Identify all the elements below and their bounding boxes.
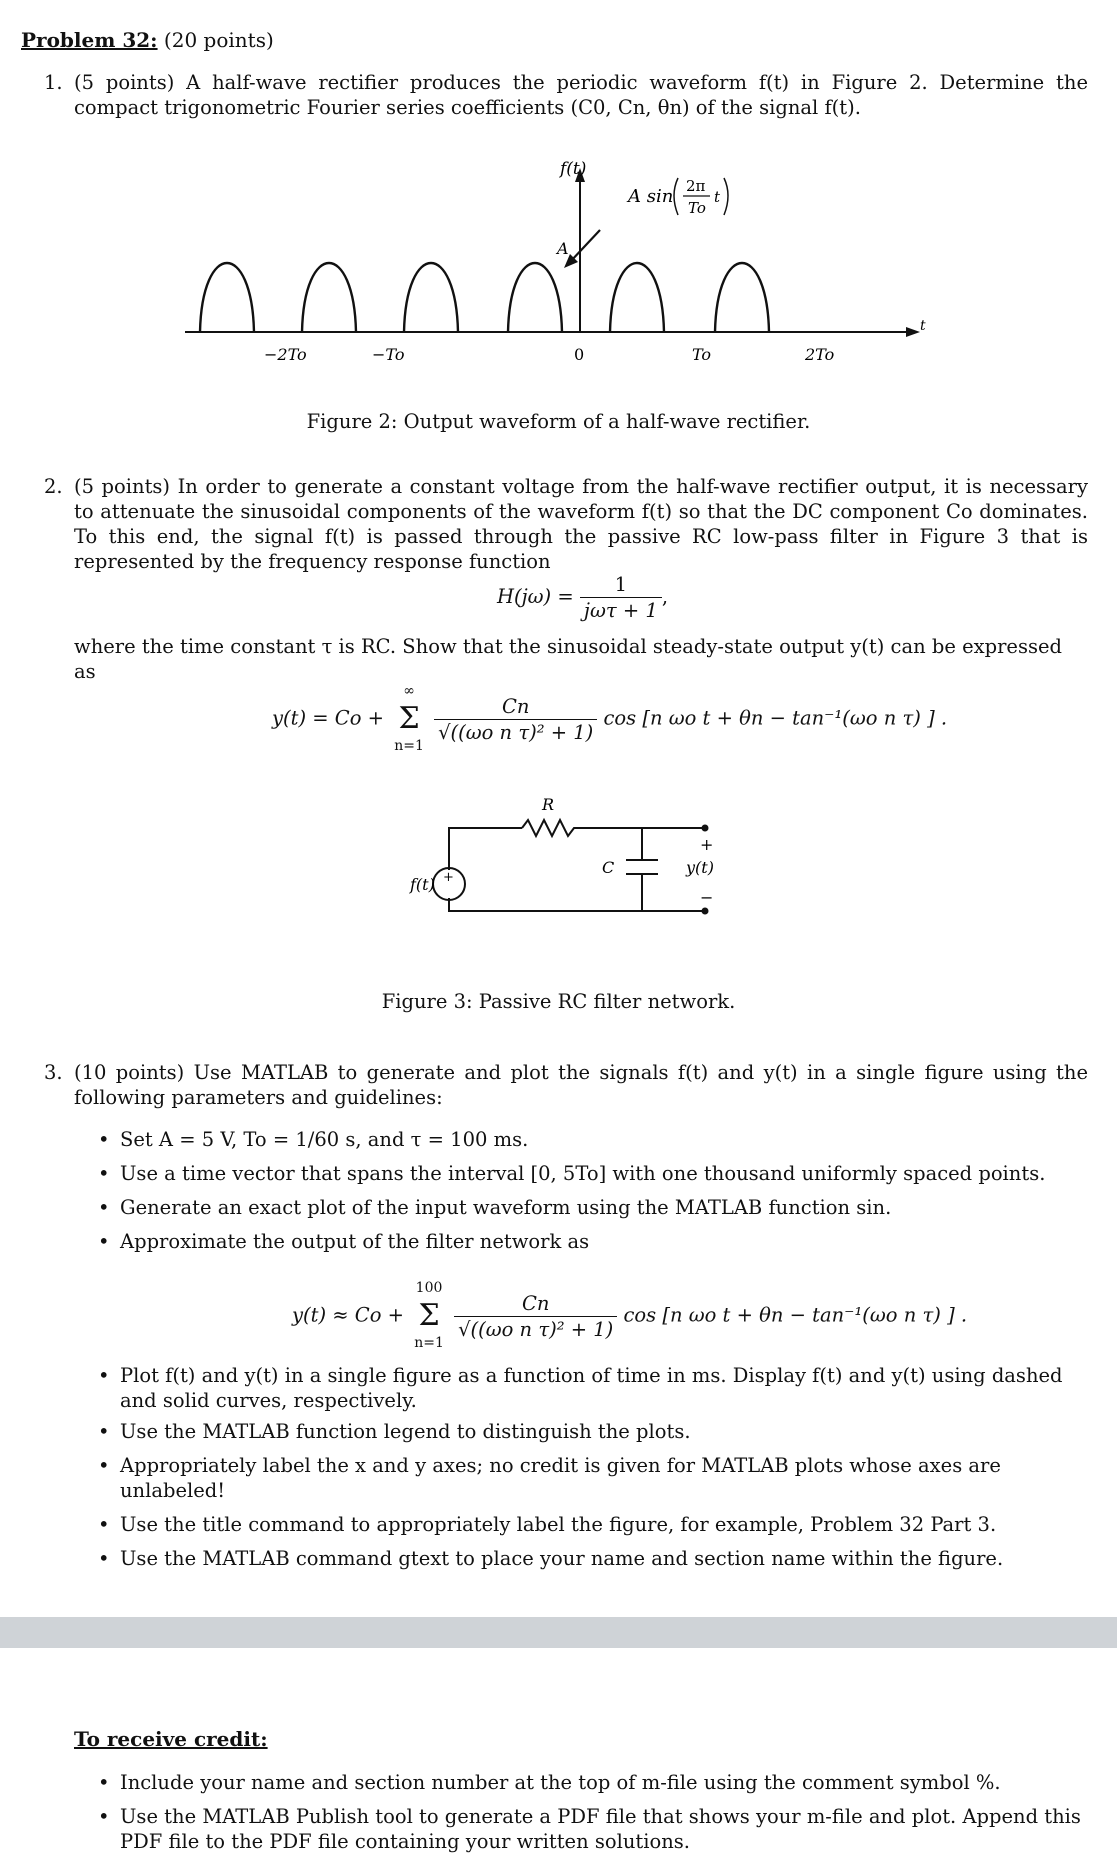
part-2-number: 2. [44, 475, 63, 498]
hjw-lhs: H(jω) = [497, 585, 574, 608]
figure-3-circuit [370, 790, 750, 960]
annotation-den: To [688, 199, 706, 217]
wire-bottom [449, 898, 705, 911]
hjw-numerator: 1 [580, 572, 662, 598]
amplitude-label: A [557, 239, 569, 258]
source-plus: + [443, 870, 454, 885]
part-1-text: (5 points) A half-wave rectifier produces the periodic waveform f(t) in Figure 2. Determine the compact trigonometric Fourier series coefficients (C0, Cn, θn) of the signal f(t). [74, 71, 1088, 119]
annotation-paren-left [674, 178, 678, 215]
problem-points: (20 points) [163, 28, 274, 52]
annotation-arrow-line [570, 230, 600, 262]
tick-zero: 0 [574, 345, 585, 364]
bullet-item: • Use the MATLAB function legend to distinguish the plots. [98, 1419, 1088, 1444]
tick-2To: 2To [805, 345, 835, 364]
resistor-label: R [542, 795, 555, 814]
figure-2-caption: Figure 2: Output waveform of a half-wave rectifier. [306, 410, 811, 433]
annotation-num: 2π [686, 177, 706, 195]
approx-tail: cos [n ωo t + θn − tan⁻¹(ωo n τ) ] . [623, 1303, 968, 1327]
tick-To: To [692, 345, 712, 364]
sigma-symbol: Σ [418, 1298, 440, 1333]
arch-c [404, 263, 458, 332]
yt-fraction [434, 694, 597, 745]
part-2 [44, 474, 1088, 574]
tick-minus-2To: −2To [264, 345, 307, 364]
part-3-bullets-b [98, 1363, 1088, 1579]
hjw-tail: , [661, 585, 669, 608]
tick-minus-To: −To [372, 345, 405, 364]
hjw-fraction [580, 572, 662, 623]
part-2-middle: where the time constant τ is RC. Show that the sinusoidal steady-state output y(t) can be expressed as [74, 635, 1062, 683]
approx-lhs: y(t) ≈ Co + [292, 1303, 405, 1327]
ft-axis-label: f(t) [560, 159, 587, 179]
bullet-item: • Set A = 5 V, To = 1/60 s, and τ = 100 ms. [98, 1127, 1088, 1152]
bullet-item: • Approximate the output of the filter network as [98, 1229, 1088, 1254]
bullet-item: • Use a time vector that spans the interval [0, 5To] with one thousand uniformly spaced points. [98, 1161, 1088, 1186]
output-minus: − [700, 888, 714, 907]
credit-heading: To receive credit: [74, 1727, 268, 1751]
output-terminal-top [702, 825, 709, 832]
arch-f [715, 263, 769, 332]
time-axis-arrow [906, 327, 920, 337]
yt-tail: cos [n ωo t + θn − tan⁻¹(ωo n τ) ] . [603, 706, 948, 730]
figure-3-caption: Figure 3: Passive RC filter network. [381, 990, 736, 1013]
rectified-arches [200, 263, 769, 332]
source-label: f(t) [410, 875, 435, 894]
arch-e [610, 263, 664, 332]
bullet-item: • Generate an exact plot of the input waveform using the MATLAB function sin. [98, 1195, 1088, 1220]
approx-denominator: √((ωo n τ)² + 1) [458, 1317, 614, 1341]
yt-numerator: Cn [434, 694, 597, 720]
yt-sum-bottom: n=1 [394, 738, 424, 754]
yt-denominator: √((ωo n τ)² + 1) [438, 720, 594, 744]
bullet-item: • Appropriately label the x and y axes; no credit is given for MATLAB plots whose axes are unlabeled! [98, 1453, 1088, 1503]
approx-numerator: Cn [454, 1291, 617, 1317]
hjw-equation [497, 572, 668, 623]
bullet-item: • Use the MATLAB command gtext to place your name and section name within the figure. [98, 1546, 1088, 1571]
annotation-prefix: A sin [628, 186, 674, 207]
capacitor-label: C [602, 858, 615, 877]
sigma-symbol: Σ [398, 701, 420, 736]
part-3-bullets-a [98, 1127, 1088, 1262]
approx-equation [292, 1276, 967, 1356]
output-terminal-bottom [702, 908, 709, 915]
part-3 [44, 1060, 1088, 1110]
approx-sum-bottom: n=1 [414, 1335, 444, 1351]
bullet-item: • Use the title command to appropriately label the figure, for example, Problem 32 Part 3. [98, 1512, 1088, 1537]
separator-bar [0, 1617, 1117, 1648]
yt-lhs: y(t) = Co + [272, 706, 385, 730]
annotation-paren-right [724, 178, 728, 215]
wire-left-top [449, 828, 522, 870]
output-plus: + [700, 835, 714, 854]
yt-equation [272, 679, 947, 759]
approx-fraction [454, 1291, 617, 1342]
t-axis-label: t [920, 318, 926, 334]
part-1 [44, 70, 1088, 120]
arch-d [508, 263, 562, 332]
part-3-text: (10 points) Use MATLAB to generate and plot the signals f(t) and y(t) in a single figure using the following parameters and guidelines: [74, 1061, 1088, 1109]
approx-sum [410, 1276, 448, 1356]
bullet-item: • Plot f(t) and y(t) in a single figure as a function of time in ms. Display f(t) and y(t) using dashed and solid curves, respectively. [98, 1363, 1088, 1413]
yt-sum [390, 679, 428, 759]
problem-title [21, 28, 274, 52]
credit-bullets [98, 1770, 1088, 1862]
arch-b [302, 263, 356, 332]
bullet-item: • Include your name and section number at the top of m-file using the comment symbol %. [98, 1770, 1088, 1795]
arch-a [200, 263, 254, 332]
figure-2-waveform [150, 150, 950, 380]
part-1-number: 1. [44, 71, 63, 94]
hjw-denominator: jωτ + 1 [583, 599, 658, 622]
approx-sum-top: 100 [415, 1280, 443, 1296]
part-3-number: 3. [44, 1061, 63, 1084]
bullet-item: • Use the MATLAB Publish tool to generate a PDF file that shows your m-file and plot. Append this PDF file to the PDF file containing your written solutions. [98, 1804, 1088, 1854]
part-2-text: (5 points) In order to generate a constant voltage from the half-wave rectifier output, it is necessary to attenuate the sinusoidal components of the waveform f(t) so that the DC component Co dominates. To this end, the signal f(t) is passed through the passive RC low-pass filter in Figure 3 that is represented by the frequency response function [74, 475, 1088, 573]
problem-label: Problem 32: [21, 28, 158, 52]
yt-sum-top: ∞ [403, 683, 415, 699]
output-label: y(t) [686, 858, 714, 877]
resistor [522, 820, 578, 836]
annotation-var: t [714, 188, 721, 206]
